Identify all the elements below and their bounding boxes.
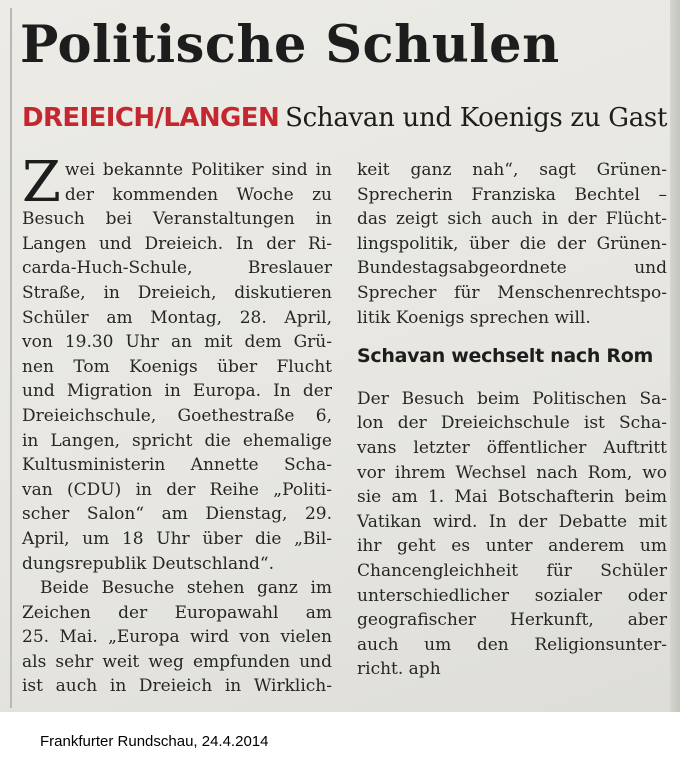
text-line: April, um 18 Uhr über die „Bil- <box>22 528 332 549</box>
text-line: Kultusministerin Annette Scha- <box>22 455 332 476</box>
text-line: 25. Mai. „Europa wird von vielen <box>22 627 332 648</box>
text-line: dungsrepublik Deutschland“. <box>22 553 275 574</box>
text-line: Sprecherin Franziska Bechtel – <box>357 184 667 205</box>
text-line: Der Besuch beim Politischen Sa- <box>357 388 667 409</box>
text-line: von 19.30 Uhr an mit dem Grü- <box>22 332 332 353</box>
text-line: Dreieichschule, Goethestraße 6, <box>22 405 332 426</box>
text-line: lon der Dreieichschule ist Scha- <box>357 413 667 434</box>
text-line: Chancengleichheit für Schüler <box>357 560 667 581</box>
text-line: keit ganz nah“, sagt Grünen- <box>357 160 667 180</box>
section-heading: Schavan wechselt nach Rom <box>357 345 654 368</box>
text-line: Vatikan wird. In der Debatte mit <box>357 511 667 532</box>
article-column-left <box>22 150 332 699</box>
text-line: ist auch in Dreieich in Wirklich- <box>22 676 332 697</box>
text-line: scher Salon“ am Dienstag, 29. <box>22 504 332 525</box>
text-line: richt. aph <box>357 659 441 680</box>
text-line: ihr geht es unter anderem um <box>357 536 667 557</box>
text-line: der kommenden Woche zu <box>64 184 332 205</box>
text-line: Besuch bei Veranstaltungen in <box>22 209 332 230</box>
text-line: nen Tom Koenigs über Flucht <box>22 356 332 377</box>
text-line: Langen und Dreieich. In der Ri- <box>22 233 332 254</box>
drop-cap: Z <box>22 150 61 215</box>
source-caption: Frankfurter Rundschau, 24.4.2014 <box>40 733 269 750</box>
text-line: das zeigt sich auch in der Flücht- <box>357 209 667 230</box>
text-line: carda-Huch-Schule, Breslauer <box>22 258 332 279</box>
subhead <box>22 96 667 143</box>
kicker-location: DREIEICH/LANGEN <box>22 103 280 133</box>
paper-edge <box>670 0 680 776</box>
text-line: in Langen, spricht die ehemalige <box>22 430 332 451</box>
text-line: litik Koenigs sprechen will. <box>357 307 591 328</box>
text-line: Zeichen der Europawahl am <box>22 602 332 623</box>
subtitle: Schavan und Koenigs zu Gast <box>285 103 668 133</box>
text-line: vor ihrem Wechsel nach Rom, wo <box>357 462 667 483</box>
text-line: Beide Besuche stehen ganz im <box>40 578 332 599</box>
text-line: Schüler am Montag, 28. April, <box>22 307 332 328</box>
text-line: als sehr weit weg empfunden und <box>22 651 332 672</box>
text-line: auch um den Religionsunter- <box>357 634 667 655</box>
text-line: unterschiedlicher sozialer oder <box>357 585 667 606</box>
text-line: Straße, in Dreieich, diskutieren <box>22 282 332 303</box>
column-rule <box>10 8 12 708</box>
text-line: und Migration in Europa. In der <box>22 381 332 402</box>
text-line: Bundestagsabgeordnete und <box>357 258 667 279</box>
text-line: lingspolitik, über die der Grünen- <box>357 233 667 254</box>
text-line: van (CDU) in der Reihe „Politi- <box>22 479 332 500</box>
text-line: vans letzter öffentlicher Auftritt <box>357 437 667 458</box>
text-line: Sprecher für Menschenrechtspo- <box>357 282 667 303</box>
headline: Politische Schulen <box>20 15 560 75</box>
article-column-right <box>357 158 667 682</box>
text-line: wei bekannte Politiker sind in <box>64 160 332 180</box>
text-line: geografischer Herkunft, aber <box>357 610 667 631</box>
text-line: sie am 1. Mai Botschafterin beim <box>357 487 667 508</box>
